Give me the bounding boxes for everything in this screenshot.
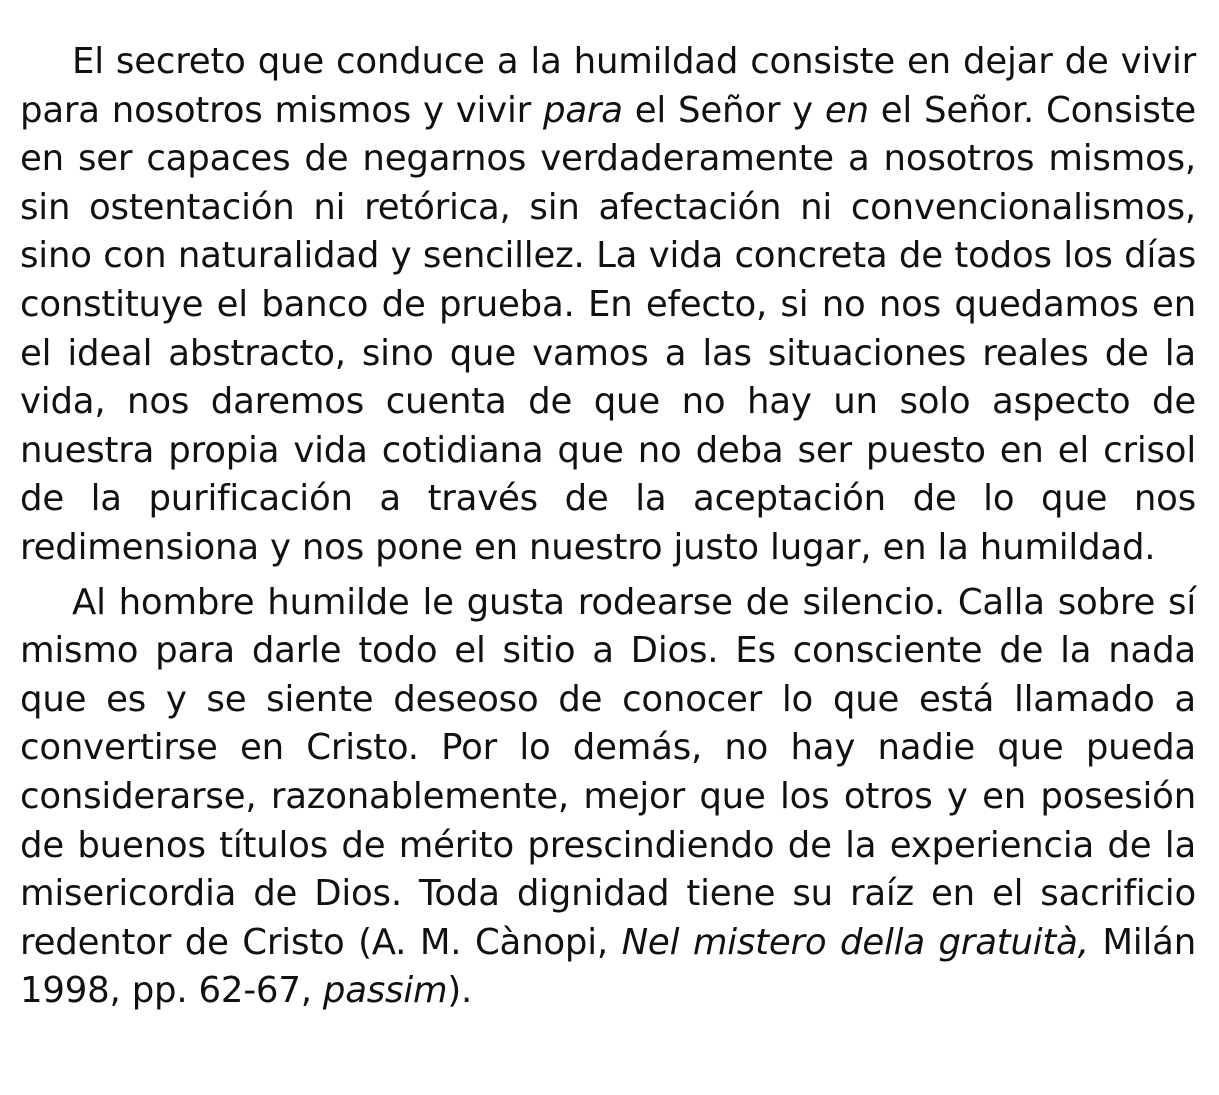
text-segment: el Señor. Consiste en ser capaces de negarnos verdaderamente a nosotros mismos, sin ostentación ni retórica, sin afectación ni convencionalismos, sino con naturalidad y sencillez. La vida concreta de todos los días constituye el banco de prueba. En efecto, si no nos quedamos en el ideal abstracto, sino que vamos a las situaciones reales de la vida, nos daremos cuenta de que no hay un solo aspecto de nuestra propia vida cotidiana que no deba ser puesto en el crisol de la purificación a través de la aceptación de lo que nos redimensiona y nos pone en nuestro justo lugar, en la humildad. — [20, 89, 1197, 568]
paragraph-humble-man — [20, 579, 1196, 1016]
text-segment: ). — [447, 970, 473, 1012]
text-segment: Al hombre humilde le gusta rodearse de silencio. Calla sobre sí mismo para darle todo el sitio a Dios. Es consciente de la nada que es y se siente deseoso de conocer lo que está llamado a convertirse en Cristo. Por lo demás, no hay nadie que pueda considerarse, razonablemente, mejor que los otros y en posesión de buenos títulos de mérito prescindiendo de la experiencia de la misericordia de Dios. Toda dignidad tiene su raíz en el sacrificio redentor de Cristo (A. M. Cànopi, — [20, 581, 1196, 963]
text-segment-italic: para — [543, 89, 623, 131]
document-page — [20, 38, 1196, 1016]
text-segment: el Señor y — [622, 89, 825, 131]
text-segment-italic: passim — [322, 970, 448, 1012]
text-segment: Milán 1998, pp. 62-67, — [20, 921, 1196, 1012]
book-title-italic: Nel mistero della gratuità, — [621, 921, 1089, 963]
text-segment-italic: en — [824, 89, 869, 131]
text-segment: El secreto que conduce a la humildad consiste en dejar de vivir para nosotros mismos y vivir — [20, 41, 1196, 131]
paragraph-humility-secret — [20, 38, 1196, 573]
